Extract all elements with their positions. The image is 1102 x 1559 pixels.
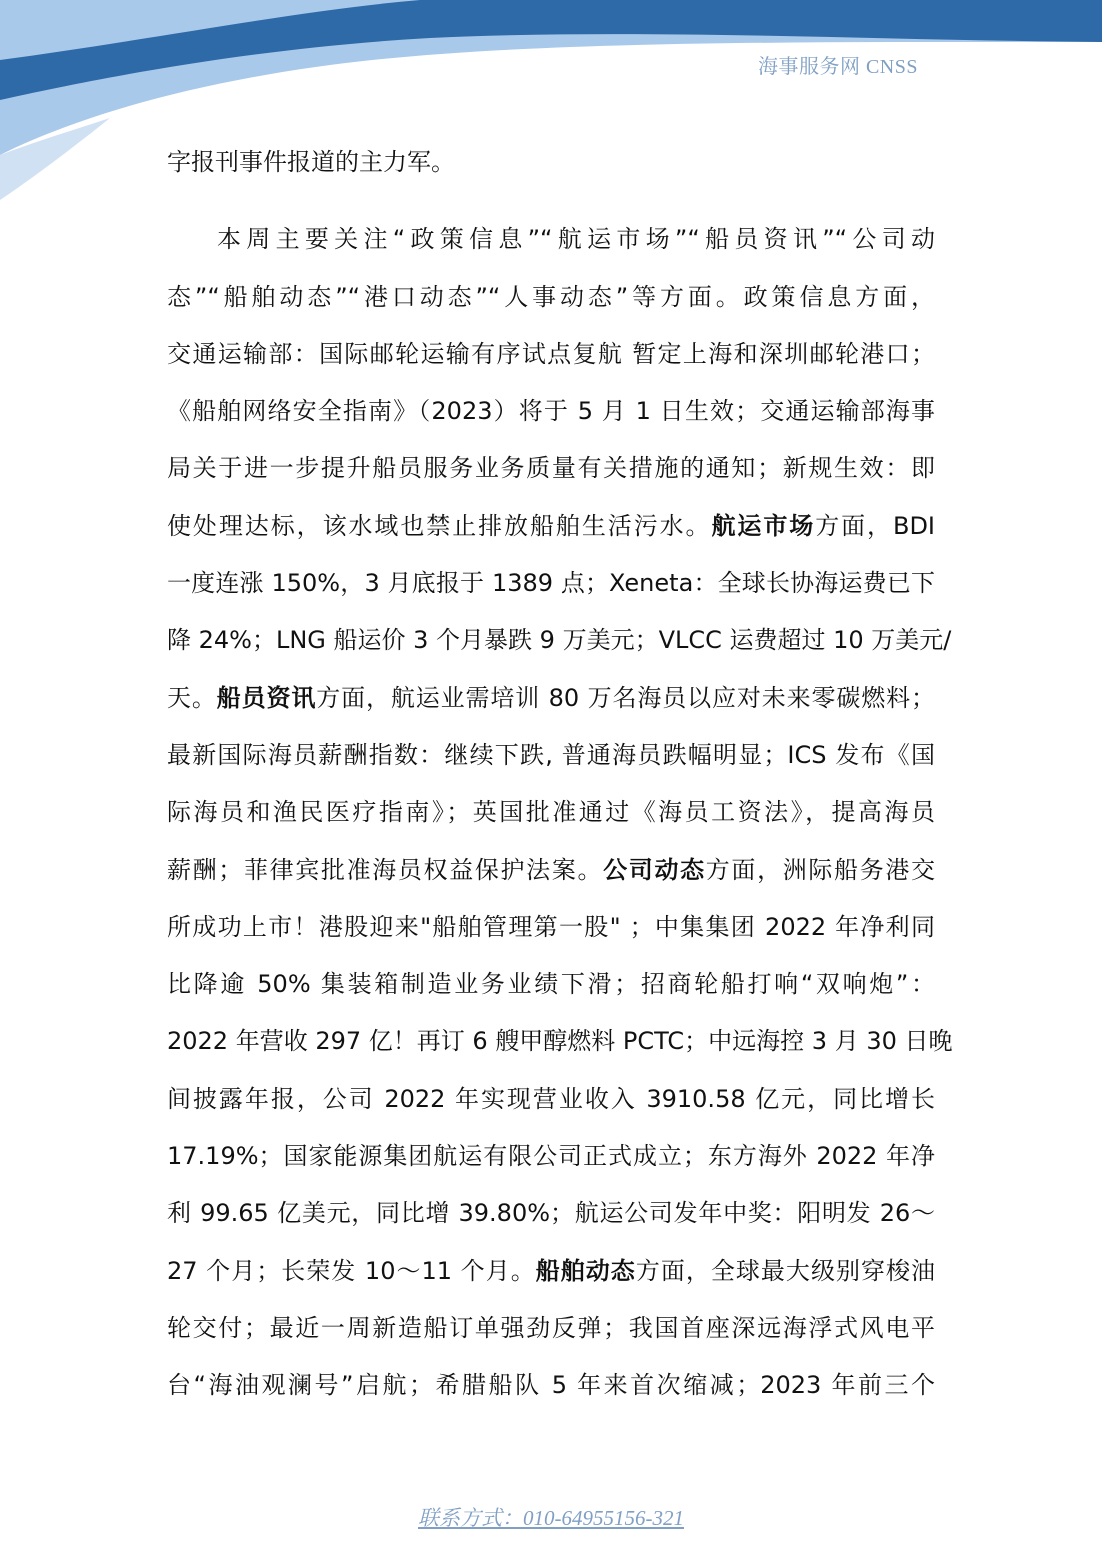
site-name: 海事服务网 CNSS <box>757 56 918 78</box>
article-body <box>167 134 953 1415</box>
section-title-company: 公司动态 <box>603 855 706 884</box>
text-segment: 方面，全球最大级别穿梭油 <box>635 1256 936 1285</box>
paragraph-gap <box>167 191 935 211</box>
section-title-crew: 船员资讯 <box>216 683 317 712</box>
text-line: 轮交付；最近一周新造船订单强劲反弹；我国首座深远海浮式风电平 <box>167 1313 935 1342</box>
text-line: 际海员和渔民医疗指南》；英国批准通过《海员工资法》，提高海员 <box>167 798 935 827</box>
text-line: 所成功上市！港股迎来"船舶管理第一股" ；中集集团 2022 年净利同 <box>167 912 935 941</box>
text-line: 局关于进一步提升船员服务业务质量有关措施的通知；新规生效：即 <box>167 454 935 483</box>
text-line: 降 24%；LNG 船运价 3 个月暴跌 9 万美元；VLCC 运费超过 10 万美元/ <box>167 626 952 655</box>
section-title-market: 航运市场 <box>711 511 816 540</box>
text-line <box>167 1243 935 1300</box>
text-line: 比降逾 50% 集装箱制造业务业绩下滑；招商轮船打响“双响炮”： <box>167 970 935 999</box>
text-segment: 天。 <box>167 683 217 712</box>
text-line: 《船舶网络安全指南》（2023）将于 5 月 1 日生效；交通运输部海事 <box>167 397 935 426</box>
text-line <box>167 670 935 727</box>
text-line: 一度连涨 150%，3 月底报于 1389 点；Xeneta：全球长协海运费已下 <box>167 569 935 598</box>
text-segment: 方面，BDI <box>815 511 936 540</box>
text-segment: 方面，航运业需培训 80 万名海员以应对未来零碳燃料； <box>316 683 936 712</box>
section-title-ship: 船舶动态 <box>535 1256 636 1285</box>
text-segment: 方面，洲际船务港交 <box>705 855 936 884</box>
text-line <box>167 842 935 899</box>
text-line: 最新国际海员薪酬指数：继续下跌, 普通海员跌幅明显；ICS 发布《国 <box>167 740 935 769</box>
text-line: 态”“船舶动态”“港口动态”“人事动态”等方面。政策信息方面， <box>167 282 935 311</box>
text-line: 本周主要关注“政策信息”“航运市场”“船员资讯”“公司动 <box>217 225 935 254</box>
text-line: 利 99.65 亿美元，同比增 39.80%；航运公司发年中奖：阳明发 26～ <box>167 1199 935 1228</box>
text-line <box>167 498 935 555</box>
text-segment: 使处理达标，该水域也禁止排放船舶生活污水。 <box>167 511 712 540</box>
text-segment: 薪酬；菲律宾批准海员权益保护法案。 <box>167 855 604 884</box>
text-line: 台“海油观澜号”启航；希腊船队 5 年来首次缩减；2023 年前三个 <box>167 1371 935 1400</box>
text-line: 17.19%；国家能源集团航运有限公司正式成立；东方海外 2022 年净 <box>167 1142 935 1171</box>
text-line: 交通运输部：国际邮轮运输有序试点复航 暂定上海和深圳邮轮港口； <box>167 339 935 368</box>
text-line: 2022 年营收 297 亿！再订 6 艘甲醇燃料 PCTC；中远海控 3 月 30 日晚 <box>167 1027 953 1056</box>
contact-info: 联系方式：010-64955156-321 <box>418 1506 684 1530</box>
text-line: 字报刊事件报道的主力军。 <box>167 148 455 176</box>
page-footer <box>0 1502 1102 1532</box>
text-segment: 27 个月；长荣发 10～11 个月。 <box>167 1256 536 1285</box>
text-line: 间披露年报，公司 2022 年实现营业收入 3910.58 亿元，同比增长 <box>167 1084 935 1113</box>
